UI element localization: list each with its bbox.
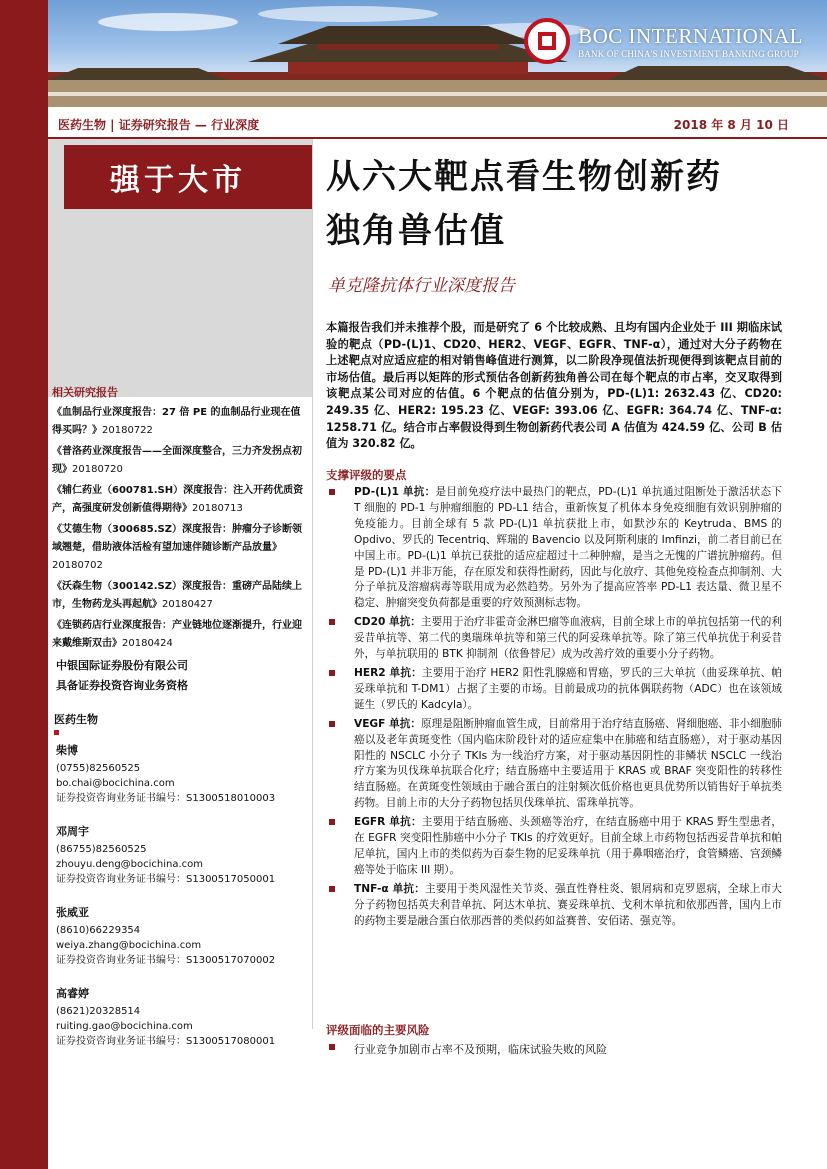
related-report-item[interactable]: 《普洛药业深度报告——全面深度整合，三力齐发拐点初现》20180720	[52, 446, 302, 475]
title-line-1: 从六大靶点看生物创新药	[326, 157, 722, 197]
analyst-cert: 证券投资咨询业务证书编号：S1300517050001	[56, 874, 276, 885]
key-point: PD-(L)1 单抗：是目前免疫疗法中最热门的靶点，PD-(L)1 单抗通过阻断处于激活状态下 T 细胞的 PD-1 与肿瘤细胞的 PD-L1 结合，重新恢复了机体本身免疫细胞有效识别肿瘤的免疫能力。目前全球有 5 款 PD-(L)1 单抗获批上市，如默沙东的 Keytruda、BMS 的 Opdivo、罗氏的 Tecentriq、辉瑞的 Bavencio 以及阿斯利康的 Imfinzi，前二者目前已在中国上市。PD-(L)1 单抗已获批的适应症超过十二种肿瘤，是当之无愧的广谱抗肿瘤药。但是 PD-(L)1 并非万能，存在原发和获得性耐药，因此与化放疗、其他免疫检查点抑制剂、大分子单抗及溶瘤病毒等联用成为必然趋势。另外为了提高应答率 PD-L1 表达量、微卫星不稳定、肿瘤突变负荷都是重要的疗效预测标志物。	[326, 485, 782, 612]
column-divider	[312, 139, 313, 1029]
bullet-icon	[329, 1044, 335, 1050]
related-reports-heading: 相关研究报告	[52, 386, 118, 399]
bullet-icon	[329, 819, 335, 825]
bullet-icon	[329, 886, 335, 892]
analyst-cert: 证券投资咨询业务证书编号：S1300517080001	[56, 1036, 276, 1047]
key-point: CD20 单抗：主要用于治疗非霍奇金淋巴瘤等血液病，目前全球上市的单抗包括第一代的利妥昔单抗等、第二代的奥瑞珠单抗等和第三代的阿妥珠单抗等。除了第三代单抗优于利妥昔外，与单抗联用的 BTK 抑制剂（依鲁替尼）成为改善疗效的重要小分子药物。	[326, 615, 782, 663]
bullet-icon	[329, 721, 335, 727]
firm-qualification: 具备证券投资咨询业务资格	[56, 679, 188, 692]
boc-logo-icon	[524, 18, 570, 64]
analyst-email[interactable]: ruiting.gao@bocichina.com	[56, 1021, 193, 1032]
related-report-item[interactable]: 《辅仁药业（600781.SH）深度报告：注入开药优质资产，高强度研发创新值得期待》20180713	[52, 485, 304, 514]
bullet-icon	[329, 619, 335, 625]
header-banner	[48, 0, 827, 107]
analyst-cert: 证券投资咨询业务证书编号：S1300518010003	[56, 793, 276, 804]
left-sidebar	[48, 139, 312, 1169]
rating-label: 强于大市	[110, 163, 246, 198]
firm-name: 中银国际证券股份有限公司	[56, 659, 188, 672]
title-line-2: 独角兽估值	[326, 211, 506, 251]
sector-marker	[54, 730, 59, 735]
left-accent-bar	[0, 0, 48, 1169]
related-reports-list	[52, 404, 308, 656]
key-point: EGFR 单抗：主要用于结直肠癌、头颈癌等治疗，在结直肠癌中用于 KRAS 野生型患者，在 EGFR 突变阳性肺癌中小分子 TKIs 的疗效更好。目前全球上市药物包括西妥昔单抗和帕尼单抗，国内上市的类似药为百泰生物的尼妥珠单抗（用于鼻咽癌治疗，食管鳞癌、宫颈鳞癌等处于临床 III 期）。	[326, 815, 782, 879]
boc-logo	[524, 18, 803, 64]
analyst-name: 张威亚	[56, 906, 89, 919]
key-point: HER2 单抗：主要用于治疗 HER2 阳性乳腺癌和胃癌，罗氏的三大单抗（曲妥珠单抗、帕妥珠单抗和 T-DM1）占据了主要的市场。目前最成功的抗体偶联药物（ADC）也在该领域诞生（罗氏的 Kadcyla）。	[326, 666, 782, 714]
analyst-name: 高睿婷	[56, 987, 89, 1000]
report-category: 医药生物 | 证券研究报告 — 行业深度	[58, 117, 260, 132]
analyst-email[interactable]: bo.chai@bocichina.com	[56, 778, 175, 789]
report-title	[326, 150, 796, 258]
analyst-card	[56, 824, 275, 887]
bullet-icon	[329, 489, 335, 495]
header-strip	[48, 112, 827, 136]
analyst-email[interactable]: zhouyu.deng@bocichina.com	[56, 859, 204, 870]
analyst-card	[56, 743, 275, 806]
analyst-cert: 证券投资咨询业务证书编号：S1300517070002	[56, 955, 276, 966]
analyst-name: 柴博	[56, 744, 78, 757]
bullet-icon	[329, 670, 335, 676]
analyst-phone: (8621)20328514	[56, 1006, 141, 1017]
risk-heading: 评级面临的主要风险	[326, 1023, 430, 1037]
sector-label: 医药生物	[54, 713, 98, 726]
related-report-item[interactable]: 《艾德生物（300685.SZ）深度报告：肿瘤分子诊断领域翘楚，借助液体活检有望加速伴随诊断产品放量》20180702	[52, 524, 302, 571]
analyst-card	[56, 905, 275, 968]
analyst-email[interactable]: weiya.zhang@bocichina.com	[56, 940, 202, 951]
related-report-item[interactable]: 《沃森生物（300142.SZ）深度报告：重磅产品陆续上市，生物药龙头再起航》20180427	[52, 581, 302, 610]
report-subtitle: 单克隆抗体行业深度报告	[328, 276, 515, 296]
key-point: TNF-α 单抗：主要用于类风湿性关节炎、强直性脊柱炎、银屑病和克罗恩病，全球上市大分子药物包括英夫利昔单抗、阿达木单抗、赛妥珠单抗、戈利木单抗和依那西普，国内上市的药物主要是融合蛋白依那西普的类似药如益赛普、安佰诺、强克等。	[326, 882, 782, 930]
related-report-item[interactable]: 《血制品行业深度报告：27 倍 PE 的血制品行业现在值得买吗？》20180722	[52, 407, 301, 436]
brand-subtitle: BANK OF CHINA'S INVESTMENT BANKING GROUP	[578, 48, 799, 59]
report-abstract: 本篇报告我们并未推荐个股，而是研究了 6 个比较成熟、且均有国内企业处于 III 期临床试验的靶点（PD-(L)1、CD20、HER2、VEGF、EGFR、TNF-α），通过对大分子药物在上述靶点对应适应症的相对销售峰值进行测算，以二阶段净现值法折现便得到该靶点目前的市场估值。最后再以矩阵的形式预估各创新药独角兽公司在每个靶点的市占率，交叉取得到该靶点某公司对应的估值。6 个靶点的估值分别为，PD-(L)1: 2632.43 亿、CD20: 249.35 亿、HER2: 195.23 亿、VEGF: 393.06 亿、EGFR: 364.74 亿、TNF-α: 1258.71 亿。结合市占率假设得到生物创新药代表公司 A 估值为 424.59 亿、公司 B 估值为 320.82 亿。	[326, 321, 783, 451]
firm-info	[56, 656, 188, 696]
key-point: VEGF 单抗：原理是阻断肿瘤血管生成，目前常用于治疗结直肠癌、肾细胞癌、非小细胞肺癌以及老年黄斑变性（国内临床阶段针对的适应症集中在肺癌和结直肠癌），对于驱动基因阳性的 NSCLC 小分子 TKIs 为一线治疗方案，对于驱动基因阴性的非鳞状 NSCLC 一线治疗方案为贝伐珠单抗联合化疗；结直肠癌中主要适用于 KRAS 或 BRAF 突变阳性的转移性结直肠癌。在黄斑变性领域由于融合蛋白的注射频次低价格也更具优势所以销售好于单抗类药物。目前上市的大分子药物包括贝伐珠单抗、雷珠单抗等。	[326, 717, 782, 812]
rating-box	[64, 145, 312, 209]
rating-panel	[48, 139, 312, 397]
risk-text: 行业竞争加剧市占率不及预期，临床试验失败的风险	[354, 1043, 607, 1056]
related-report-item[interactable]: 《连锁药店行业深度报告：产业链地位逐渐提升，行业迎来戴维斯双击》20180424	[52, 620, 302, 649]
key-points-list	[326, 485, 782, 932]
analyst-phone: (86755)82560525	[56, 844, 147, 855]
analyst-phone: (8610)66229354	[56, 925, 141, 936]
analyst-name: 邓周宇	[56, 825, 89, 838]
brand-name: BOC INTERNATIONAL	[578, 23, 803, 48]
support-heading: 支撑评级的要点	[326, 468, 407, 482]
analyst-phone: (0755)82560525	[56, 763, 141, 774]
analyst-card	[56, 986, 275, 1049]
report-date: 2018 年 8 月 10 日	[673, 117, 789, 132]
